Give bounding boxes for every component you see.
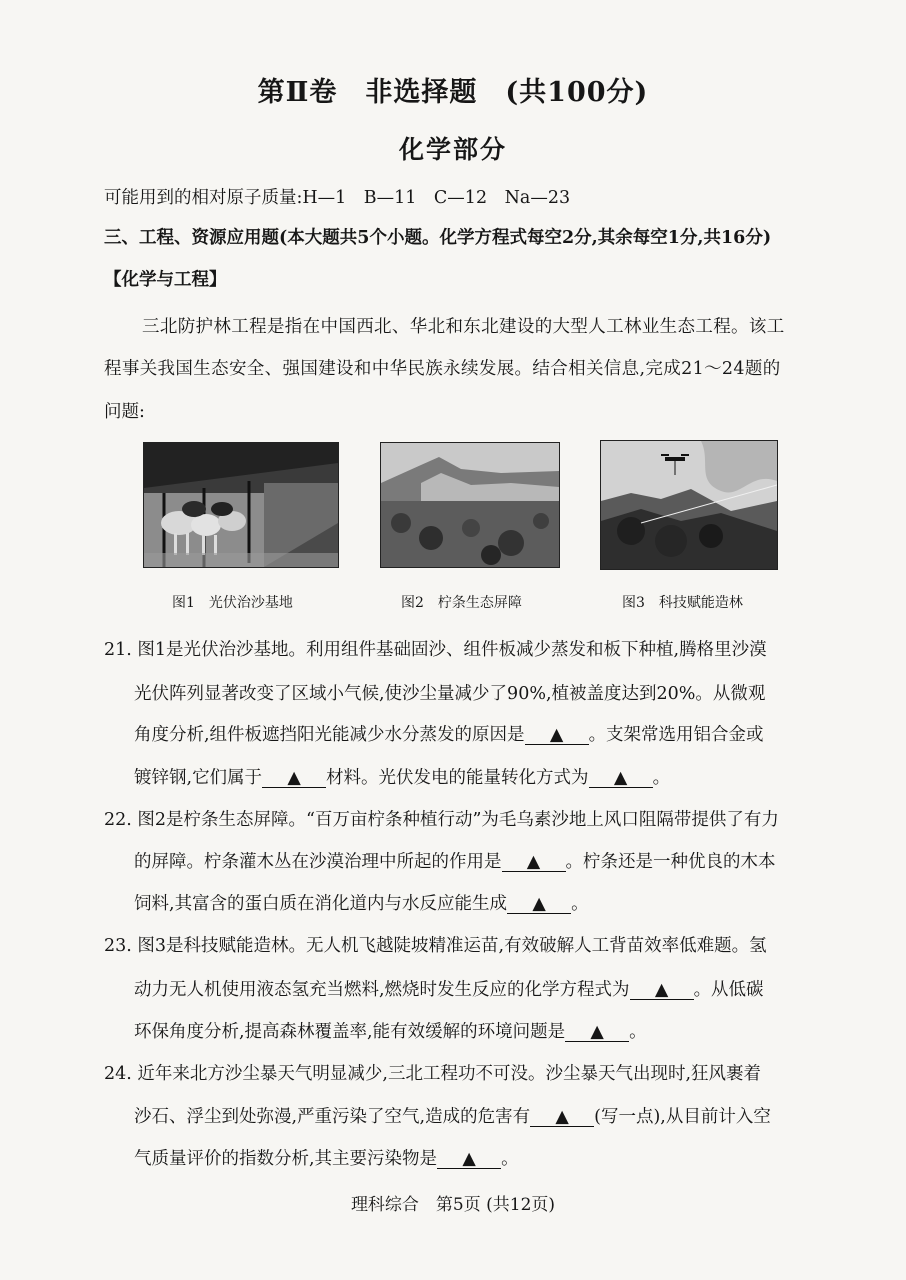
q24-text-2b: (写一点),从目前计入空	[594, 1107, 771, 1127]
q23-text-3a: 环保角度分析,提高森林覆盖率,能有效缓解的环境问题是	[134, 1022, 566, 1042]
q21-text-4c: 。	[652, 768, 671, 788]
figure-3-caption: 图3 科技赋能造林	[622, 595, 743, 611]
q21-text-3b: 。支架常选用铝合金或	[588, 725, 764, 745]
q22-line-3	[134, 890, 589, 915]
q22-answer-blank-2[interactable]: ▲	[507, 895, 571, 914]
q23-line-1: 23. 图3是科技赋能造林。无人机飞越陡坡精准运苗,有效破解人工背苗效率低难题。氢	[104, 936, 767, 956]
intro-line-2: 程事关我国生态安全、强国建设和中华民族永续发展。结合相关信息,完成21～24题的	[104, 359, 781, 379]
q23-text-2a: 动力无人机使用液态氢充当燃料,燃烧时发生反应的化学方程式为	[134, 980, 630, 1000]
topic-heading: 【化学与工程】	[104, 270, 227, 290]
q24-line-2	[134, 1103, 771, 1128]
q22-line-1: 22. 图2是柠条生态屏障。“百万亩柠条种植行动”为毛乌素沙地上风口阻隔带提供了有力	[104, 810, 779, 830]
q21-text-4b: 材料。光伏发电的能量转化方式为	[326, 768, 589, 788]
q21-answer-blank-3[interactable]: ▲	[589, 769, 653, 788]
section-title: 化学部分	[398, 135, 507, 164]
q23-answer-blank-1[interactable]: ▲	[630, 981, 694, 1000]
figure-2-photo	[380, 442, 560, 568]
q22-text-2b: 。柠条还是一种优良的木本	[565, 852, 776, 872]
q24-text-3b: 。	[501, 1149, 519, 1169]
q21-text-4a: 镀锌钢,它们属于	[134, 768, 263, 788]
q23-text-3b: 。	[629, 1022, 647, 1042]
q24-line-1: 24. 近年来北方沙尘暴天气明显减少,三北工程功不可没。沙尘暴天气出现时,狂风裹着	[104, 1064, 762, 1084]
q24-text-2a: 沙石、浮尘到处弥漫,严重污染了空气,造成的危害有	[134, 1107, 531, 1127]
q22-text-2a: 的屏障。柠条灌木丛在沙漠治理中所起的作用是	[134, 852, 502, 872]
q23-line-3	[134, 1018, 647, 1043]
q22-text-3a: 饲料,其富含的蛋白质在消化道内与水反应能生成	[134, 894, 508, 914]
q24-answer-blank-2[interactable]: ▲	[437, 1150, 501, 1169]
q22-line-2	[134, 848, 776, 873]
q21-line-4	[134, 764, 670, 789]
paper-title: 第Ⅱ卷 非选择题 (共100分)	[257, 77, 649, 108]
q21-text-3a: 角度分析,组件板遮挡阳光能减少水分蒸发的原因是	[134, 725, 525, 745]
q22-text-3b: 。	[571, 894, 589, 914]
figure-1-caption: 图1 光伏治沙基地	[172, 595, 293, 611]
q24-line-3	[134, 1145, 519, 1170]
figure-1-photo	[143, 442, 339, 568]
q23-text-2b: 。从低碳	[693, 980, 764, 1000]
intro-line-3: 问题:	[104, 402, 145, 422]
q21-answer-blank-2[interactable]: ▲	[262, 769, 326, 788]
q24-text-3a: 气质量评价的指数分析,其主要污染物是	[134, 1149, 438, 1169]
q21-line-1: 21. 图1是光伏治沙基地。利用组件基础固沙、组件板减少蒸发和板下种植,腾格里沙漠	[104, 640, 767, 660]
part-heading: 三、工程、资源应用题(本大题共5个小题。化学方程式每空2分,其余每空1分,共16分)	[104, 228, 772, 248]
q23-answer-blank-2[interactable]: ▲	[565, 1023, 629, 1042]
q24-answer-blank-1[interactable]: ▲	[530, 1108, 594, 1127]
q23-line-2	[134, 976, 764, 1001]
page-footer: 理科综合 第5页 (共12页)	[350, 1195, 556, 1215]
q21-line-3	[134, 721, 764, 746]
q22-answer-blank-1[interactable]: ▲	[502, 853, 566, 872]
figure-2-caption: 图2 柠条生态屏障	[401, 595, 522, 611]
figure-3-photo	[600, 440, 778, 570]
q21-line-2: 光伏阵列显著改变了区域小气候,使沙尘量减少了90%,植被盖度达到20%。从微观	[134, 684, 766, 704]
atomic-mass-line: 可能用到的相对原子质量:H—1 B—11 C—12 Na—23	[104, 188, 571, 208]
intro-line-1: 三北防护林工程是指在中国西北、华北和东北建设的大型人工林业生态工程。该工	[142, 317, 785, 337]
q21-answer-blank-1[interactable]: ▲	[525, 726, 589, 745]
